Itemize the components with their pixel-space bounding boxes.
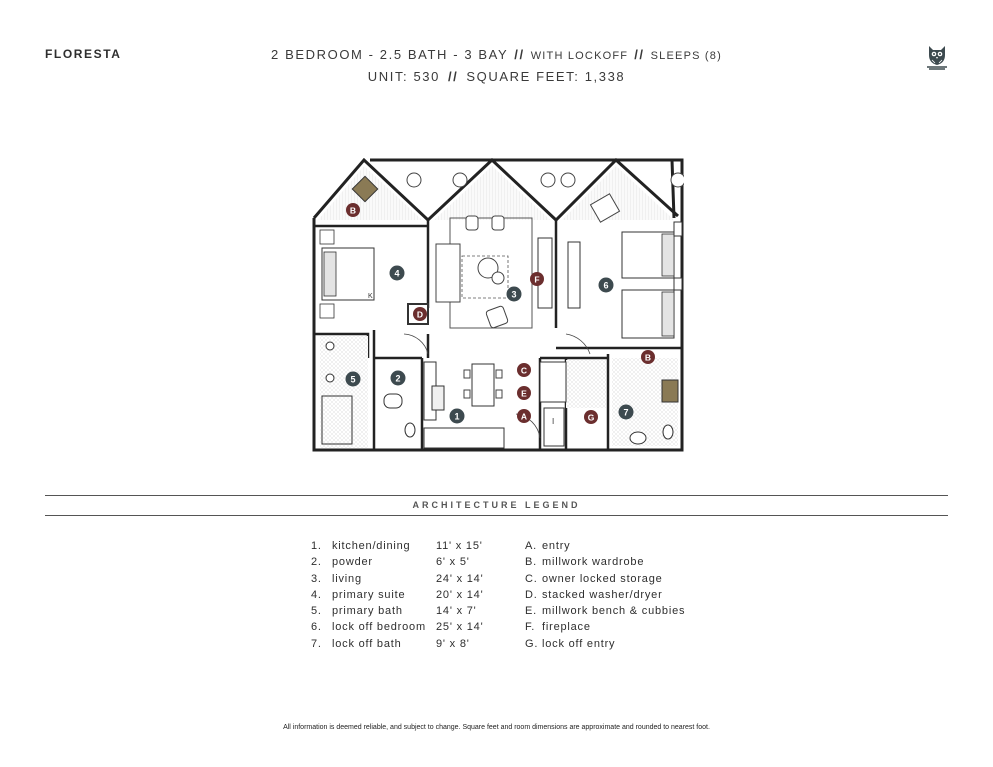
brand-name: FLORESTA <box>45 47 122 61</box>
room-name: primary bath <box>332 605 403 618</box>
svg-text:4: 4 <box>394 268 400 279</box>
layout-text: 2 BEDROOM - 2.5 BATH - 3 BAY <box>271 47 509 62</box>
room-dimensions: 20' x 14' <box>436 588 484 601</box>
feature-marker-c <box>517 363 531 377</box>
svg-text:F: F <box>534 274 540 285</box>
feature-legend-row <box>525 573 685 589</box>
feature-legend-row <box>525 540 685 556</box>
square-feet: SQUARE FEET: 1,338 <box>466 69 626 84</box>
room-number: 2. <box>311 556 322 569</box>
room-name: lock off bedroom <box>332 621 426 634</box>
svg-text:5: 5 <box>350 374 356 385</box>
feature-marker-b-lockoff <box>641 350 655 364</box>
room-marker-2 <box>391 371 406 386</box>
feature-marker-g <box>584 410 598 424</box>
svg-text:3: 3 <box>511 289 517 300</box>
bed-mark: K <box>368 293 373 300</box>
floor-plan <box>312 158 684 454</box>
feature-legend-row <box>525 556 685 572</box>
feature-legend-row <box>525 605 685 621</box>
room-name: kitchen/dining <box>332 540 411 552</box>
feature-name: millwork wardrobe <box>542 556 645 569</box>
unit-size-heading <box>200 69 793 84</box>
svg-text:A: A <box>520 411 528 422</box>
legend-bottom-rule <box>45 515 948 516</box>
room-legend-row <box>311 621 496 637</box>
feature-marker-b-primary <box>346 203 360 217</box>
feature-name: stacked washer/dryer <box>542 588 663 601</box>
svg-text:I: I <box>552 417 555 426</box>
feature-letter: E. <box>525 605 537 618</box>
room-legend-row <box>311 573 496 589</box>
room-number: 4. <box>311 588 322 601</box>
room-dimensions: 14' x 7' <box>436 605 477 618</box>
feature-name: entry <box>542 540 571 552</box>
room-legend-row <box>311 638 496 654</box>
room-dimensions: 25' x 14' <box>436 621 484 634</box>
feature-legend <box>525 540 685 654</box>
feature-letter: A. <box>525 540 537 552</box>
room-marker-5 <box>346 372 361 387</box>
room-name: lock off bath <box>332 637 402 650</box>
separator: // <box>634 47 645 62</box>
svg-text:7: 7 <box>623 407 629 418</box>
room-legend-row <box>311 605 496 621</box>
unit-number: UNIT: 530 <box>367 69 440 84</box>
feature-letter: B. <box>525 556 537 569</box>
feature-marker-a <box>517 409 531 423</box>
room-number: 6. <box>311 621 322 634</box>
svg-text:6: 6 <box>603 280 609 291</box>
svg-text:D: D <box>416 309 424 320</box>
room-marker-4 <box>390 266 405 281</box>
feature-name: millwork bench & cubbies <box>542 605 686 618</box>
feature-name: owner locked storage <box>542 572 663 585</box>
legend-top-rule <box>45 495 948 496</box>
feature-marker-e <box>517 386 531 400</box>
room-number: 7. <box>311 637 322 650</box>
room-marker-6 <box>599 278 614 293</box>
room-number: 3. <box>311 572 322 585</box>
feature-legend-row <box>525 621 685 637</box>
svg-text:B: B <box>349 205 357 216</box>
sleeps-text: SLEEPS (8) <box>650 50 722 62</box>
feature-letter: C. <box>525 572 538 585</box>
separator: // <box>447 69 459 84</box>
unit-type-heading <box>200 47 793 62</box>
room-name: primary suite <box>332 588 406 601</box>
feature-marker-f <box>530 272 544 286</box>
feature-marker-d <box>413 307 427 321</box>
room-number: 1. <box>311 540 322 552</box>
room-dimensions: 24' x 14' <box>436 572 484 585</box>
svg-text:E: E <box>521 388 527 399</box>
feature-letter: F. <box>525 621 536 634</box>
disclaimer-text: All information is deemed reliable, and subject to change. Square feet and room dimensions are approximate and rounded to nearest foot. <box>283 724 710 731</box>
feature-letter: G. <box>525 637 539 650</box>
room-dimensions: 11' x 15' <box>436 540 483 552</box>
room-dimensions: 9' x 8' <box>436 637 470 650</box>
svg-text:B: B <box>644 352 652 363</box>
svg-text:G: G <box>587 412 595 423</box>
room-name: living <box>332 572 362 585</box>
room-name: powder <box>332 556 373 569</box>
legend-title: ARCHITECTURE LEGEND <box>412 500 581 510</box>
room-marker-1 <box>450 409 465 424</box>
room-legend-row <box>311 540 496 556</box>
owl-icon <box>924 43 950 71</box>
svg-text:C: C <box>520 365 528 376</box>
room-dimensions: 6' x 5' <box>436 556 470 569</box>
room-number: 5. <box>311 605 322 618</box>
svg-text:2: 2 <box>395 373 401 384</box>
feature-name: lock off entry <box>542 637 616 650</box>
room-legend <box>311 540 496 654</box>
room-legend-row <box>311 556 496 572</box>
room-marker-7 <box>619 405 634 420</box>
feature-legend-row <box>525 589 685 605</box>
room-marker-3 <box>507 287 522 302</box>
feature-legend-row <box>525 638 685 654</box>
lockoff-text: WITH LOCKOFF <box>530 50 629 62</box>
separator: // <box>514 47 525 62</box>
svg-text:1: 1 <box>454 411 460 422</box>
feature-letter: D. <box>525 588 538 601</box>
feature-name: fireplace <box>542 621 591 634</box>
room-legend-row <box>311 589 496 605</box>
